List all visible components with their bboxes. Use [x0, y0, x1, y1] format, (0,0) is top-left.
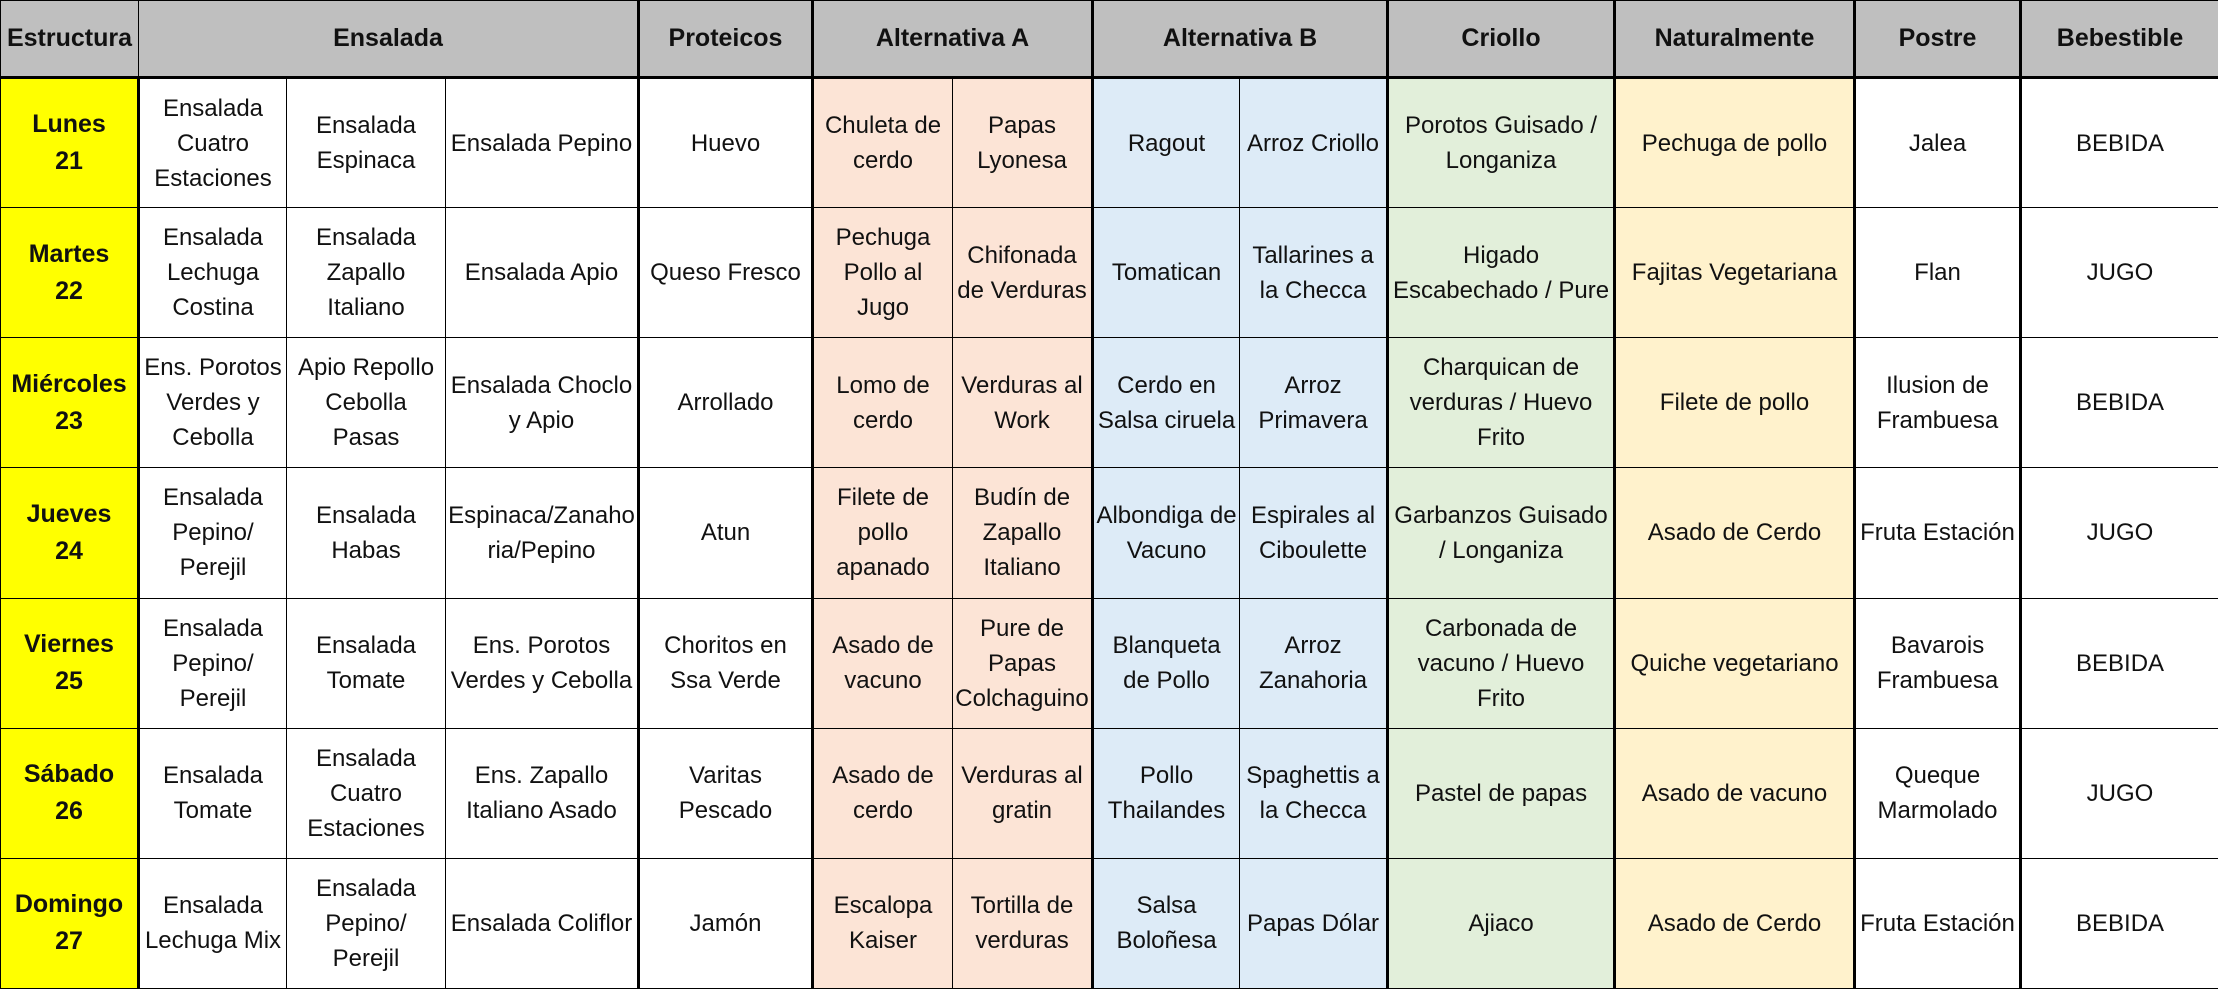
alternativa-b-1-cell: Cerdo en Salsa ciruela — [1093, 338, 1240, 468]
alternativa-b-2-cell: Arroz Zanahoria — [1240, 598, 1388, 728]
day-cell — [1, 858, 139, 988]
ensalada-2-cell: Ensalada Tomate — [287, 598, 446, 728]
header-postre: Postre — [1855, 1, 2021, 78]
alternativa-b-2-cell: Papas Dólar — [1240, 858, 1388, 988]
day-date: 21 — [55, 147, 83, 176]
proteico-cell: Choritos en Ssa Verde — [639, 598, 813, 728]
ensalada-2-cell: Apio Repollo Cebolla Pasas — [287, 338, 446, 468]
alternativa-b-1-cell: Blanqueta de Pollo — [1093, 598, 1240, 728]
bebestible-cell: JUGO — [2021, 468, 2218, 598]
criollo-cell: Garbanzos Guisado / Longaniza — [1388, 468, 1615, 598]
naturalmente-cell: Quiche vegetariano — [1615, 598, 1855, 728]
ensalada-2-cell: Ensalada Espinaca — [287, 78, 446, 208]
ensalada-2-cell: Ensalada Pepino/ Perejil — [287, 858, 446, 988]
postre-cell: Fruta Estación — [1855, 858, 2021, 988]
day-name: Miércoles — [11, 369, 127, 398]
day-name: Martes — [28, 239, 110, 268]
table-row — [1, 598, 2218, 728]
proteico-cell: Varitas Pescado — [639, 728, 813, 858]
bebestible-cell: JUGO — [2021, 208, 2218, 338]
table-row — [1, 78, 2218, 208]
ensalada-1-cell: Ensalada Cuatro Estaciones — [139, 78, 287, 208]
day-name: Sábado — [23, 760, 115, 789]
ensalada-2-cell: Ensalada Zapallo Italiano — [287, 208, 446, 338]
alternativa-b-1-cell: Ragout — [1093, 78, 1240, 208]
bebestible-cell: BEBIDA — [2021, 78, 2218, 208]
alternativa-a-2-cell: Verduras al gratin — [953, 728, 1093, 858]
alternativa-a-2-cell: Verduras al Work — [953, 338, 1093, 468]
ensalada-2-cell: Ensalada Cuatro Estaciones — [287, 728, 446, 858]
ensalada-2-cell: Ensalada Habas — [287, 468, 446, 598]
ensalada-1-cell: Ensalada Lechuga Mix — [139, 858, 287, 988]
alternativa-a-2-cell: Budín de Zapallo Italiano — [953, 468, 1093, 598]
header-row — [1, 1, 2218, 78]
proteico-cell: Huevo — [639, 78, 813, 208]
header-alternativa-b: Alternativa B — [1093, 1, 1388, 78]
alternativa-a-2-cell: Chifonada de Verduras — [953, 208, 1093, 338]
header-criollo: Criollo — [1388, 1, 1615, 78]
day-date: 22 — [55, 276, 83, 305]
alternativa-a-1-cell: Filete de pollo apanado — [813, 468, 953, 598]
day-name: Lunes — [32, 110, 106, 139]
day-cell — [1, 598, 139, 728]
proteico-cell: Atun — [639, 468, 813, 598]
table-row — [1, 468, 2218, 598]
ensalada-1-cell: Ensalada Pepino/ Perejil — [139, 468, 287, 598]
day-date: 23 — [55, 406, 83, 435]
alternativa-a-1-cell: Lomo de cerdo — [813, 338, 953, 468]
postre-cell: Bavarois Frambuesa — [1855, 598, 2021, 728]
bebestible-cell: JUGO — [2021, 728, 2218, 858]
naturalmente-cell: Filete de pollo — [1615, 338, 1855, 468]
day-cell — [1, 468, 139, 598]
alternativa-b-1-cell: Salsa Boloñesa — [1093, 858, 1240, 988]
criollo-cell: Charquican de verduras / Huevo Frito — [1388, 338, 1615, 468]
ensalada-3-cell: Ens. Zapallo Italiano Asado — [446, 728, 639, 858]
table-row — [1, 728, 2218, 858]
day-name: Jueves — [26, 499, 112, 528]
ensalada-3-cell: Ensalada Apio — [446, 208, 639, 338]
ensalada-1-cell: Ensalada Tomate — [139, 728, 287, 858]
proteico-cell: Queso Fresco — [639, 208, 813, 338]
day-cell — [1, 78, 139, 208]
alternativa-b-1-cell: Albondiga de Vacuno — [1093, 468, 1240, 598]
table-row — [1, 858, 2218, 988]
table-row — [1, 338, 2218, 468]
header-bebestible: Bebestible — [2021, 1, 2218, 78]
postre-cell: Jalea — [1855, 78, 2021, 208]
naturalmente-cell: Asado de Cerdo — [1615, 858, 1855, 988]
day-cell — [1, 338, 139, 468]
criollo-cell: Higado Escabechado / Pure — [1388, 208, 1615, 338]
day-date: 27 — [55, 927, 83, 956]
postre-cell: Fruta Estación — [1855, 468, 2021, 598]
postre-cell: Queque Marmolado — [1855, 728, 2021, 858]
alternativa-a-1-cell: Chuleta de cerdo — [813, 78, 953, 208]
alternativa-a-2-cell: Tortilla de verduras — [953, 858, 1093, 988]
ensalada-1-cell: Ensalada Lechuga Costina — [139, 208, 287, 338]
ensalada-3-cell: Ensalada Choclo y Apio — [446, 338, 639, 468]
naturalmente-cell: Asado de Cerdo — [1615, 468, 1855, 598]
alternativa-b-2-cell: Spaghettis a la Checca — [1240, 728, 1388, 858]
bebestible-cell: BEBIDA — [2021, 858, 2218, 988]
postre-cell: Flan — [1855, 208, 2021, 338]
ensalada-3-cell: Ensalada Pepino — [446, 78, 639, 208]
ensalada-1-cell: Ens. Porotos Verdes y Cebolla — [139, 338, 287, 468]
header-ensalada: Ensalada — [139, 1, 639, 78]
alternativa-b-1-cell: Pollo Thailandes — [1093, 728, 1240, 858]
alternativa-a-1-cell: Escalopa Kaiser — [813, 858, 953, 988]
table-row — [1, 208, 2218, 338]
day-cell — [1, 728, 139, 858]
day-name: Viernes — [24, 630, 114, 659]
alternativa-b-2-cell: Arroz Criollo — [1240, 78, 1388, 208]
header-naturalmente: Naturalmente — [1615, 1, 1855, 78]
postre-cell: Ilusion de Frambuesa — [1855, 338, 2021, 468]
alternativa-a-1-cell: Asado de cerdo — [813, 728, 953, 858]
day-cell — [1, 208, 139, 338]
ensalada-1-cell: Ensalada Pepino/ Perejil — [139, 598, 287, 728]
proteico-cell: Jamón — [639, 858, 813, 988]
day-date: 24 — [55, 536, 83, 565]
alternativa-b-2-cell: Arroz Primavera — [1240, 338, 1388, 468]
criollo-cell: Carbonada de vacuno / Huevo Frito — [1388, 598, 1615, 728]
header-alternativa-a: Alternativa A — [813, 1, 1093, 78]
day-name: Domingo — [14, 890, 124, 919]
ensalada-3-cell: Espinaca/Zanahoria/Pepino — [446, 468, 639, 598]
alternativa-b-1-cell: Tomatican — [1093, 208, 1240, 338]
proteico-cell: Arrollado — [639, 338, 813, 468]
ensalada-3-cell: Ensalada Coliflor — [446, 858, 639, 988]
naturalmente-cell: Fajitas Vegetariana — [1615, 208, 1855, 338]
alternativa-a-1-cell: Pechuga Pollo al Jugo — [813, 208, 953, 338]
bebestible-cell: BEBIDA — [2021, 598, 2218, 728]
criollo-cell: Ajiaco — [1388, 858, 1615, 988]
alternativa-a-2-cell: Pure de Papas Colchaguino — [953, 598, 1093, 728]
bebestible-cell: BEBIDA — [2021, 338, 2218, 468]
criollo-cell: Pastel de papas — [1388, 728, 1615, 858]
criollo-cell: Porotos Guisado / Longaniza — [1388, 78, 1615, 208]
naturalmente-cell: Pechuga de pollo — [1615, 78, 1855, 208]
naturalmente-cell: Asado de vacuno — [1615, 728, 1855, 858]
ensalada-3-cell: Ens. Porotos Verdes y Cebolla — [446, 598, 639, 728]
alternativa-b-2-cell: Tallarines a la Checca — [1240, 208, 1388, 338]
day-date: 26 — [55, 797, 83, 826]
alternativa-a-2-cell: Papas Lyonesa — [953, 78, 1093, 208]
day-date: 25 — [55, 667, 83, 696]
alternativa-b-2-cell: Espirales al Ciboulette — [1240, 468, 1388, 598]
header-proteicos: Proteicos — [639, 1, 813, 78]
alternativa-a-1-cell: Asado de vacuno — [813, 598, 953, 728]
header-estructura: Estructura — [1, 1, 139, 78]
